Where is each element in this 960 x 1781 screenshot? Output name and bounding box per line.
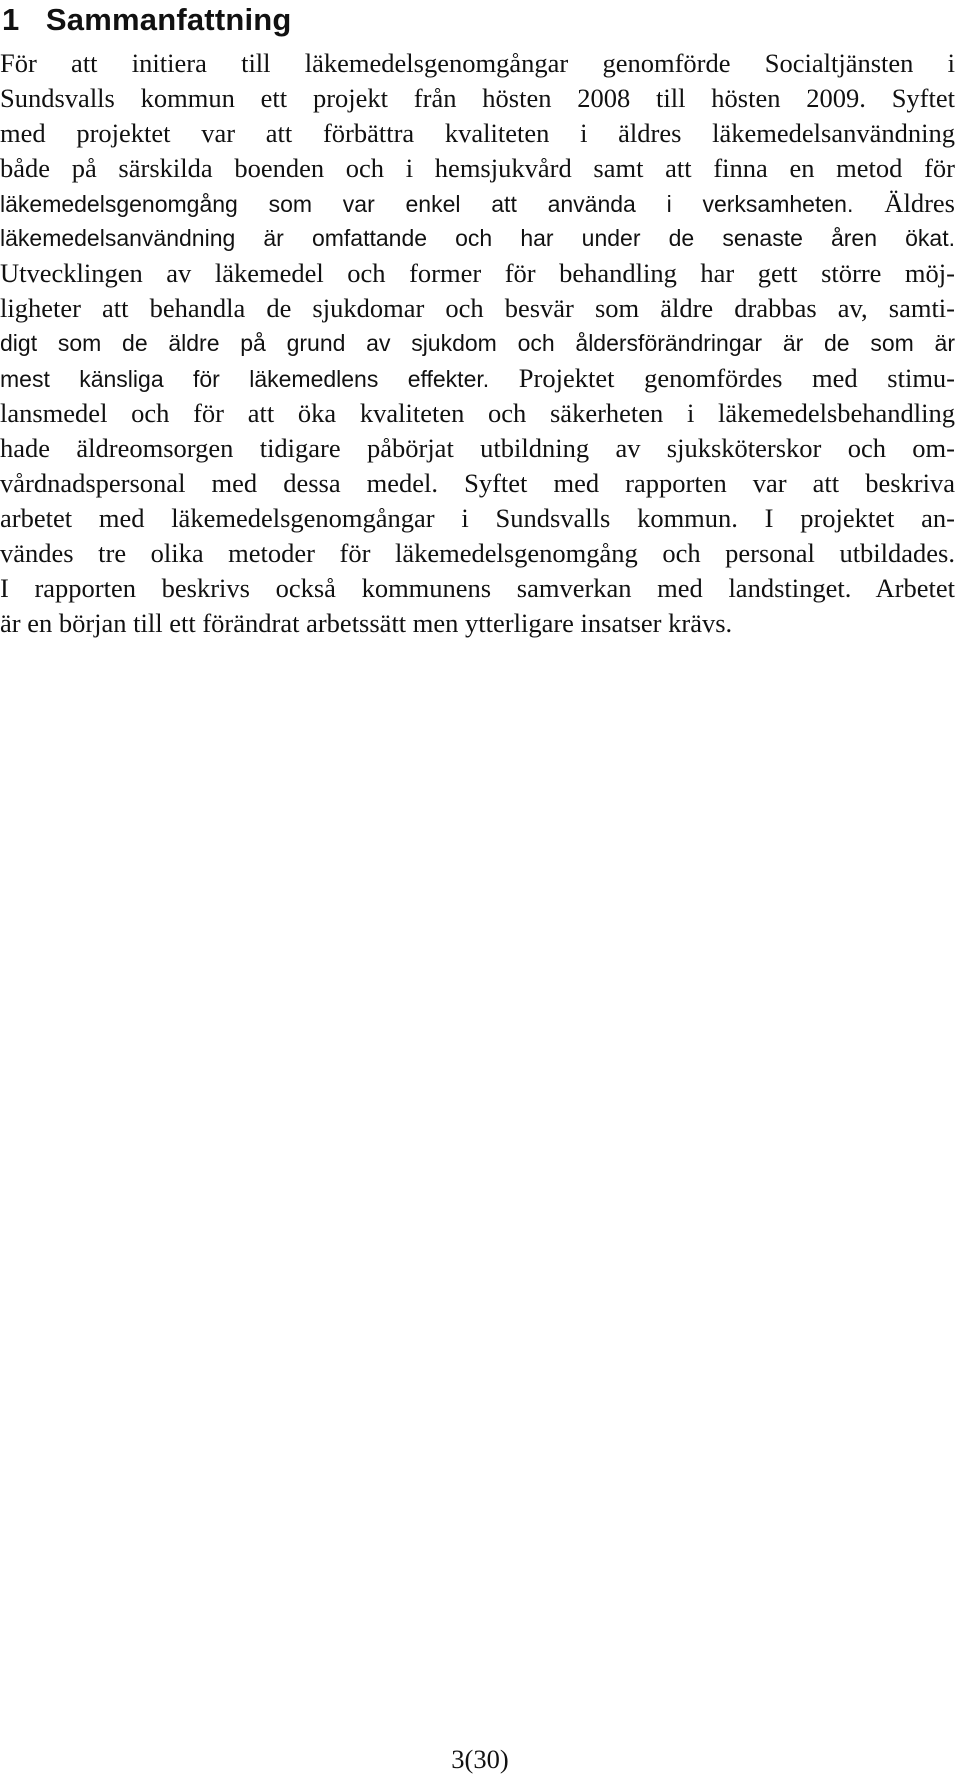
paragraph-line-15: vändes tre olika metoder för läkemedelsgenomgång och personal utbildades. xyxy=(0,538,955,568)
section-heading xyxy=(2,0,292,40)
paragraph-line-7: Utvecklingen av läkemedel och former för behandling har gett större möj- xyxy=(0,258,955,288)
paragraph-line-14: arbetet med läkemedelsgenomgångar i Sundsvalls kommun. I projektet an- xyxy=(0,503,955,533)
page-number: 3(30) xyxy=(451,1744,509,1774)
paragraph-line-5 xyxy=(0,185,955,221)
paragraph-line-8: ligheter att behandla de sjukdomar och besvär som äldre drabbas av, samti- xyxy=(0,293,955,323)
paragraph-line-6: läkemedelsanvändning är omfattande och har under de senaste åren ökat. xyxy=(0,225,955,251)
paragraph-line-5-text: läkemedelsgenomgång som var enkel att använda i verksamheten. xyxy=(0,191,854,217)
paragraph-line-11: lansmedel och för att öka kvaliteten och säkerheten i läkemedelsbehandling xyxy=(0,398,955,428)
paragraph-line-5-tail: Äldres xyxy=(884,188,955,218)
paragraph-line-9: digt som de äldre på grund av sjukdom och åldersförändringar är de som är xyxy=(0,330,955,356)
paragraph-line-12: hade äldreomsorgen tidigare påbörjat utbildning av sjuksköterskor och om- xyxy=(0,433,955,463)
paragraph-line-13: vårdnadspersonal med dessa medel. Syftet med rapporten var att beskriva xyxy=(0,468,955,498)
paragraph-line-17: är en början till ett förändrat arbetssätt men ytterligare insatser krävs. xyxy=(0,608,733,638)
paragraph-line-1: För att initiera till läkemedelsgenomgångar genomförde Socialtjänsten i xyxy=(0,48,955,78)
paragraph-line-2: Sundsvalls kommun ett projekt från hösten 2008 till hösten 2009. Syftet xyxy=(0,83,955,113)
paragraph-line-16: I rapporten beskrivs också kommunens samverkan med landstinget. Arbetet xyxy=(0,573,955,603)
paragraph-line-10-text: mest känsliga för läkemedlens effekter. xyxy=(0,366,490,392)
paragraph-line-3: med projektet var att förbättra kvaliteten i äldres läkemedelsanvändning xyxy=(0,118,955,148)
section-number: 1 xyxy=(2,2,20,37)
paragraph-line-10 xyxy=(0,360,955,396)
section-title: Sammanfattning xyxy=(45,2,292,37)
paragraph-line-4: både på särskilda boenden och i hemsjukvård samt att finna en metod för xyxy=(0,153,955,183)
paragraph-line-10-tail: Projektet genomfördes med stimu- xyxy=(518,363,956,393)
